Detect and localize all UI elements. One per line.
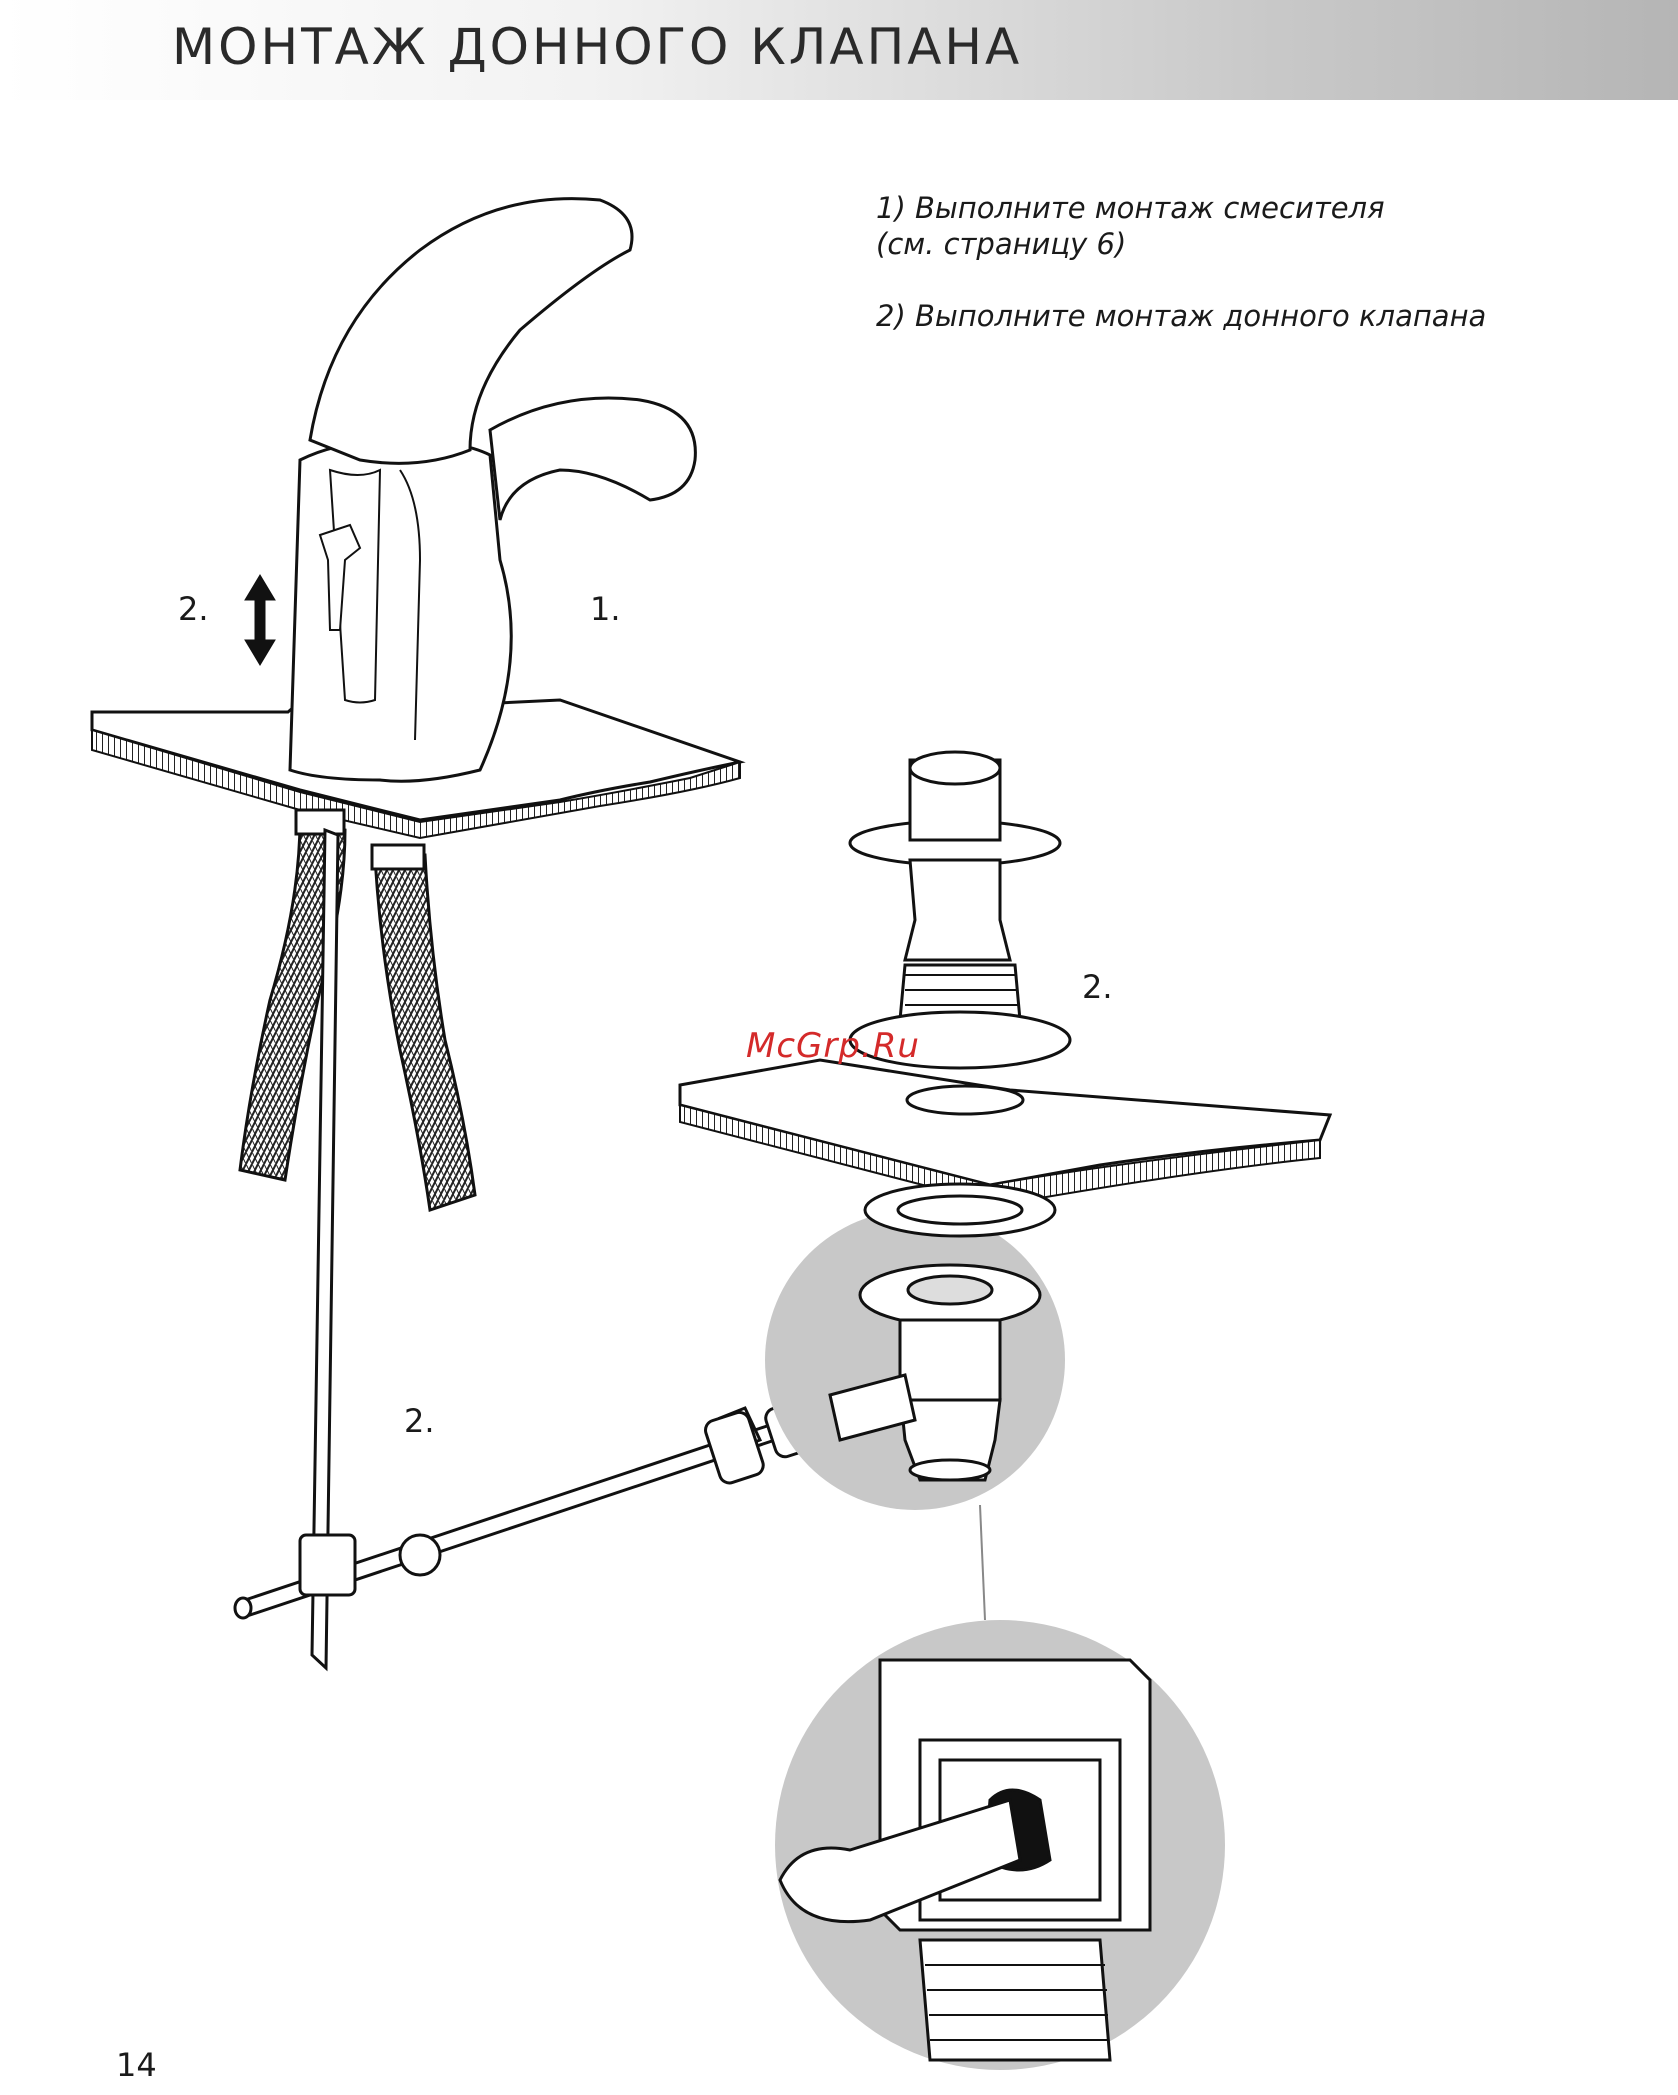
- page-number: 14: [116, 2046, 157, 2084]
- page-title: МОНТАЖ ДОННОГО КЛАПАНА: [172, 18, 1023, 76]
- countertop-right: [680, 1060, 1330, 1205]
- drain-body-detail: [765, 1210, 1065, 1510]
- watermark: McGrp.Ru: [746, 1026, 920, 1066]
- instruction-step-2: 2) Выполните монтаж донного клапана: [876, 299, 1487, 333]
- drain-cross-section: [775, 1620, 1225, 2070]
- instruction-step-1: 1) Выполните монтаж смесителя (см. страницу 6): [876, 191, 1385, 261]
- lift-rod-arrow: [245, 575, 275, 665]
- supply-hoses: [240, 810, 475, 1210]
- faucet: [290, 199, 695, 782]
- detail-connector: [980, 1505, 985, 1620]
- callout-lever-step: 2.: [178, 590, 209, 628]
- callout-rod-step: 2.: [404, 1402, 435, 1440]
- callout-valve-step: 2.: [1082, 968, 1113, 1006]
- callout-faucet-step: 1.: [590, 590, 621, 628]
